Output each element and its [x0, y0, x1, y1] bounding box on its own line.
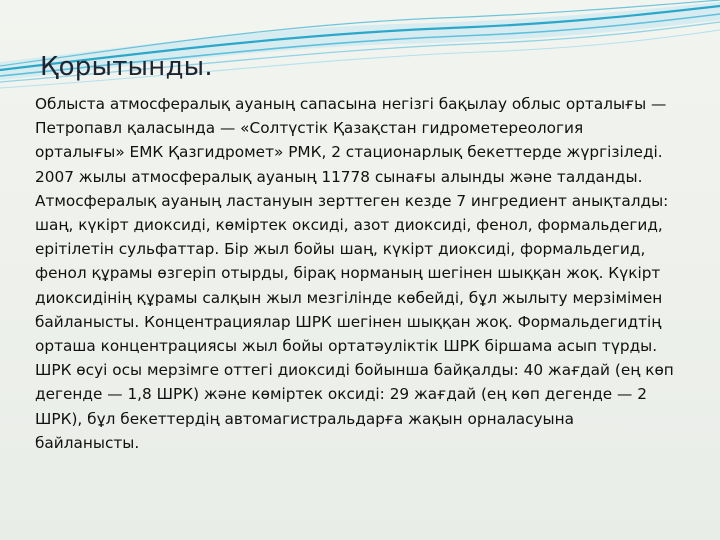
slide-body-text: Облыста атмосфералық ауаның сапасына негізгі бақылау облыс орталығы — Петропавл қаласында — «Солтүстік Қазақстан гидрометереология орталығы» ЕМК Қазгидромет» РМК, 2 стационарлық бекеттерде жүргізіледі. 2007 жылы атмосфералық ауаның 11778 сынағы алынды және талданды. Атмосфералық ауаның ластануын зерттеген кезде 7 ингредиент анықталды: шаң, күкірт диоксиді, көміртек оксиді, азот диоксиді, фенол, формальдегид, ерітілетін сульфаттар. Бір жыл бойы шаң, күкірт диоксиді, формальдегид, фенол құрамы өзгеріп отырды, бірақ норманың шегінен шыққан жоқ. Күкірт диоксидінің құрамы салқын жыл мезгілінде көбейді, бұл жылыту мерзімімен байланысты. Концентрациялар ШРК шегінен шыққан жоқ. Формальдегидтің орташа концентрациясы жыл бойы ортатәуліктік ШРК біршама асып түрды. ШРК өсуі осы мерзімге оттегі диоксиді бойынша байқалды: 40 жағдай (ең көп дегенде — 1,8 ШРК) және көміртек оксиді: 29 жағдай (ең көп дегенде — 2 ШРК), бұл бекеттердің автомагистральдарға жақын орналасуына байланысты. [35, 95, 674, 452]
slide-title: Қорытынды. [40, 52, 213, 82]
